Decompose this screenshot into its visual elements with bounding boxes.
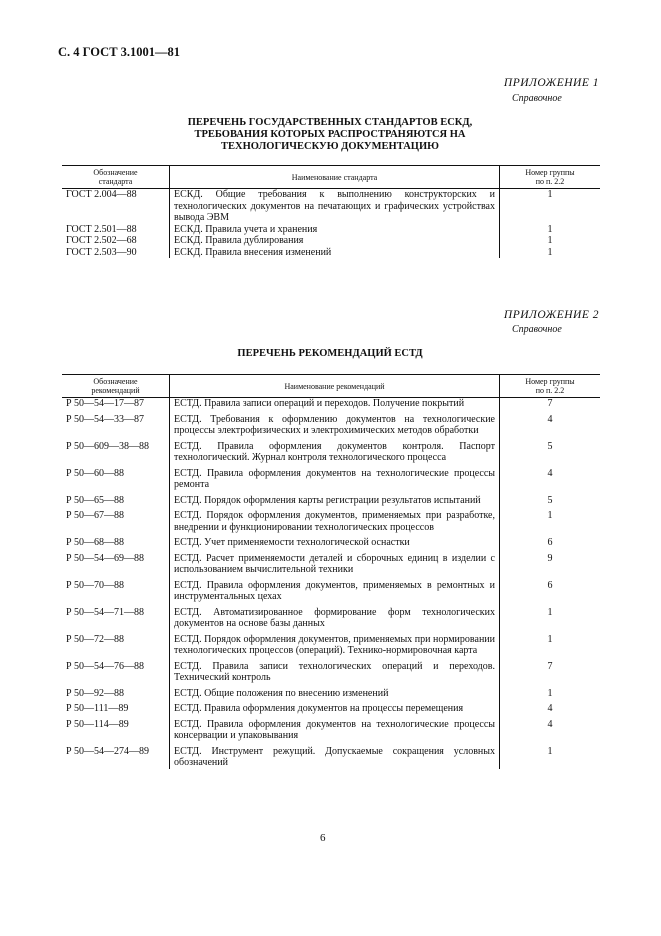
cell-name: ЕСТД. Правила записи технологических операций и переходов. Технический контроль <box>170 657 500 684</box>
cell-code: Р 50—54—274—89 <box>66 745 150 757</box>
col-header-name: Наименование стандарта <box>170 166 500 189</box>
col-header-line: стандарта <box>98 177 133 186</box>
cell-group: 6 <box>547 537 553 548</box>
col-header-name: Наименование рекомендаций <box>170 375 500 398</box>
cell-code: Р 50—67—88 <box>66 510 125 521</box>
table-row <box>62 576 600 603</box>
cell-group: 1 <box>547 745 553 757</box>
cell-group: 4 <box>547 718 553 730</box>
table-row <box>62 630 600 657</box>
table-row <box>62 506 600 533</box>
col-header-group <box>500 166 601 189</box>
table-row <box>62 398 600 410</box>
table-row <box>62 657 600 684</box>
cell-name: ЕСТД. Требования к оформлению документов на технологические процессы электрофизических и электрохимических методов обработки <box>170 410 500 437</box>
recommendations-table <box>62 374 600 769</box>
cell-group: 4 <box>547 703 553 714</box>
cell-code: Р 50—92—88 <box>66 687 125 699</box>
col-header-line: по п. 2.2 <box>535 177 565 186</box>
cell-code: Р 50—54—69—88 <box>66 552 145 564</box>
table-row <box>62 533 600 549</box>
col-header-code <box>62 166 170 189</box>
table-row <box>62 715 600 742</box>
title-line: ПЕРЕЧЕНЬ ГОСУДАРСТВЕННЫХ СТАНДАРТОВ ЕСКД, <box>187 117 473 128</box>
cell-code: Р 50—72—88 <box>66 633 125 645</box>
col-header-group <box>500 375 601 398</box>
title-line: ТРЕБОВАНИЯ КОТОРЫХ РАСПРОСТРАНЯЮТСЯ НА <box>194 129 466 140</box>
cell-group: 7 <box>547 398 553 409</box>
cell-code: ГОСТ 2.501—88 <box>66 223 137 235</box>
cell-name: ЕСТД. Расчет применяемости деталей и сборочных единиц в изделии с использованием вычислительной техники <box>170 549 500 576</box>
cell-name: ЕСТД. Порядок оформления документов, применяемых при разработке, внедрении и функционировании технологических процессов <box>170 506 500 533</box>
cell-code: Р 50—60—88 <box>66 467 125 479</box>
cell-code: ГОСТ 2.503—90 <box>66 246 137 258</box>
table-row <box>62 247 600 259</box>
cell-name: ЕСТД. Правила оформления документов, применяемых в ремонтных и инструментальных цехах <box>170 576 500 603</box>
col-header-code <box>62 375 170 398</box>
col-header-line: рекомендаций <box>91 386 140 395</box>
table-row <box>62 491 600 507</box>
col-header-line: Номер группы <box>525 377 575 386</box>
title-line: ТЕХНОЛОГИЧЕСКУЮ ДОКУМЕНТАЦИЮ <box>221 141 439 152</box>
table-row <box>62 224 600 236</box>
cell-name: ЕСТД. Автоматизированное формирование форм технологических документов на основе базы данных <box>170 603 500 630</box>
table-row <box>62 437 600 464</box>
appendix1-sub: Справочное <box>512 93 562 104</box>
cell-code: Р 50—111—89 <box>66 703 129 714</box>
col-header-line: Номер группы <box>525 168 575 177</box>
cell-code: Р 50—70—88 <box>66 579 125 591</box>
cell-code: Р 50—609—38—88 <box>66 440 150 452</box>
cell-group: 1 <box>547 223 553 235</box>
cell-code: ГОСТ 2.004—88 <box>66 189 137 200</box>
cell-group: 9 <box>547 552 553 564</box>
table-row <box>62 699 600 715</box>
appendix2-sub: Справочное <box>512 324 562 335</box>
cell-code: Р 50—114—89 <box>66 718 129 730</box>
cell-name: ЕСТД. Порядок оформления карты регистрации результатов испытаний <box>170 491 500 507</box>
cell-name: ЕСКД. Правила дублирования <box>170 235 500 247</box>
cell-name: ЕСТД. Инструмент режущий. Допускаемые сокращения условных обозначений <box>170 742 500 769</box>
table-row <box>62 549 600 576</box>
page-header: С. 4 ГОСТ 3.1001—81 <box>58 45 181 59</box>
table-row <box>62 189 600 224</box>
cell-group: 1 <box>547 633 553 645</box>
table-row <box>62 235 600 247</box>
cell-group: 1 <box>547 189 553 200</box>
cell-code: Р 50—65—88 <box>66 494 125 506</box>
table-row <box>62 742 600 769</box>
cell-code: Р 50—54—17—87 <box>66 398 145 409</box>
appendix1-title <box>60 117 600 153</box>
cell-group: 6 <box>547 579 553 591</box>
cell-name: ЕСТД. Правила оформления документов на технологические процессы консервации и упаковывания <box>170 715 500 742</box>
standards-table <box>62 165 600 258</box>
cell-code: ГОСТ 2.502—68 <box>66 235 137 246</box>
cell-group: 5 <box>547 440 553 452</box>
cell-code: Р 50—54—71—88 <box>66 606 145 618</box>
col-header-line: по п. 2.2 <box>535 386 565 395</box>
appendix2-title: ПЕРЕЧЕНЬ РЕКОМЕНДАЦИЙ ЕСТД <box>237 348 423 359</box>
cell-group: 1 <box>547 235 553 246</box>
cell-code: Р 50—54—76—88 <box>66 660 145 672</box>
cell-name: ЕСТД. Правила записи операций и переходов. Получение покрытий <box>170 398 500 410</box>
appendix2-label: ПРИЛОЖЕНИЕ 2 <box>503 309 599 321</box>
cell-name: ЕСКД. Правила учета и хранения <box>170 224 500 236</box>
cell-group: 5 <box>547 494 553 506</box>
cell-code: Р 50—54—33—87 <box>66 413 145 425</box>
cell-name: ЕСКД. Общие требования к выполнению конструкторских и технологических документов на печатающих и графических устройствах вывода ЭВМ <box>170 189 500 224</box>
col-header-line: Обозначение <box>93 377 138 386</box>
cell-group: 1 <box>547 606 553 618</box>
cell-name: ЕСТД. Правила оформления документов контроля. Паспорт технологический. Журнал контроля технологического процесса <box>170 437 500 464</box>
table-row <box>62 464 600 491</box>
appendix1-label: ПРИЛОЖЕНИЕ 1 <box>503 77 599 89</box>
table-row <box>62 410 600 437</box>
table-row <box>62 603 600 630</box>
cell-name: ЕСТД. Правила оформления документов на технологические процессы ремонта <box>170 464 500 491</box>
col-header-line: Обозначение <box>93 168 138 177</box>
cell-group: 4 <box>547 467 553 479</box>
cell-group: 1 <box>547 246 553 258</box>
cell-name: ЕСТД. Общие положения по внесению изменений <box>170 684 500 700</box>
cell-group: 4 <box>547 413 553 425</box>
cell-group: 1 <box>547 510 553 521</box>
cell-group: 1 <box>547 687 553 699</box>
cell-group: 7 <box>547 660 553 672</box>
cell-name: ЕСТД. Порядок оформления документов, применяемых при нормировании технологических процессов (операций). Технико-нормировочная карта <box>170 630 500 657</box>
cell-code: Р 50—68—88 <box>66 537 125 548</box>
cell-name: ЕСКД. Правила внесения изменений <box>170 247 500 259</box>
table-row <box>62 684 600 700</box>
page-number: 6 <box>320 832 326 844</box>
cell-name: ЕСТД. Правила оформления документов на процессы перемещения <box>170 699 500 715</box>
cell-name: ЕСТД. Учет применяемости технологической оснастки <box>170 533 500 549</box>
